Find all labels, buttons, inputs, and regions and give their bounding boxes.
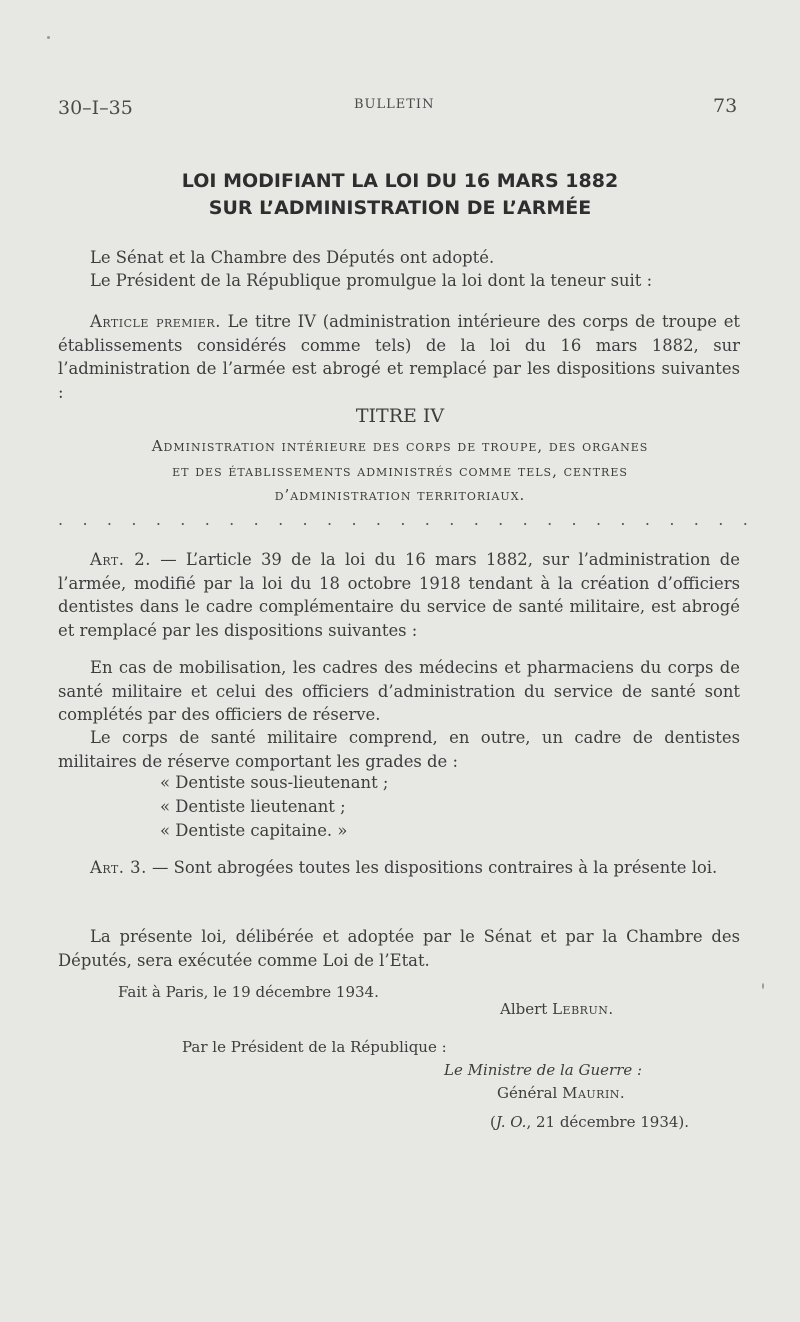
- header-publication: BULLETIN: [354, 97, 435, 112]
- article-2: [58, 548, 740, 642]
- grade-item: « Dentiste capitaine. »: [160, 821, 348, 840]
- president-first-name: Albert: [500, 1000, 548, 1018]
- minister-name: Maurin.: [562, 1084, 626, 1102]
- header-date: 30–I–35: [58, 97, 133, 119]
- law-title-line-2: SUR L’ADMINISTRATION DE L’ARMÉE: [208, 197, 592, 219]
- provision-paragraph-1: En cas de mobilisation, les cadres des médecins et pharmaciens du corps de santé militaire et celui des officiers d’administration du service de santé sont complétés par des officiers de réserve.: [58, 658, 740, 724]
- titre-subheading-line-3: d’administration territoriaux.: [274, 486, 526, 504]
- page-number: 73: [713, 95, 738, 117]
- paper-speck: [47, 36, 50, 39]
- journal-officiel-abbr: J. O.: [495, 1113, 527, 1131]
- president-signature: [500, 1000, 614, 1018]
- journal-officiel-reference: (J. O., 21 décembre 1934).: [490, 1113, 690, 1131]
- article-2-text: — L’article 39 de la loi du 16 mars 1882, sur l’administration de l’armée, modifié par la loi du 18 octobre 1918 tendant à la création d’officiers dentistes dans le cadre complémentaire du service de santé militaire, est abrogé et remplacé par les dispositions suivantes :: [58, 550, 740, 640]
- titre-heading: TITRE IV: [355, 405, 445, 427]
- intro-line-2: Le Président de la République promulgue la loi dont la teneur suit :: [90, 271, 653, 290]
- article-premier-label: Article premier.: [90, 312, 221, 331]
- article-3: [58, 856, 740, 880]
- intro-line-1: Le Sénat et la Chambre des Députés ont adopté.: [90, 248, 495, 267]
- paper-speck: [762, 983, 764, 989]
- place-and-date: Fait à Paris, le 19 décembre 1934.: [118, 983, 379, 1001]
- grade-item: « Dentiste sous-lieutenant ;: [160, 773, 389, 792]
- article-premier-text: Le titre IV (administration intérieure des corps de troupe et établissements considérés comme tels) de la loi du 16 mars 1882, sur l’administration de l’armée est abrogé et remplacé par les dispositions suivantes :: [58, 312, 740, 402]
- article-3-label: Art. 3.: [90, 858, 147, 877]
- grade-item: « Dentiste lieutenant ;: [160, 797, 346, 816]
- law-title-line-1: LOI MODIFIANT LA LOI DU 16 MARS 1882: [181, 170, 619, 192]
- minister-signature: [497, 1084, 625, 1102]
- minister-rank: Général: [497, 1084, 558, 1102]
- closing-paragraph: La présente loi, délibérée et adoptée par le Sénat et par la Chambre des Députés, sera exécutée comme Loi de l’Etat.: [58, 927, 740, 970]
- president-last-name: Lebrun.: [552, 1000, 614, 1018]
- titre-subheading-line-1: Administration intérieure des corps de troupe, des organes: [151, 437, 649, 455]
- countersign-line: Par le Président de la République :: [182, 1038, 447, 1056]
- elision-dots: . . . . . . . . . . . . . . . . . . . . . . . . . . . . .: [58, 510, 748, 529]
- minister-title: Le Ministre de la Guerre :: [444, 1061, 643, 1079]
- journal-officiel-date: , 21 décembre 1934).: [526, 1113, 690, 1131]
- titre-subheading-line-2: et des établissements administrés comme tels, centres: [172, 462, 628, 480]
- article-3-text: — Sont abrogées toutes les dispositions contraires à la présente loi.: [152, 858, 718, 877]
- article-2-label: Art. 2.: [90, 550, 151, 569]
- article-premier: [58, 310, 740, 404]
- provision-paragraph-2: Le corps de santé militaire comprend, en outre, un cadre de dentistes militaires de réserve comportant les grades de :: [58, 728, 740, 771]
